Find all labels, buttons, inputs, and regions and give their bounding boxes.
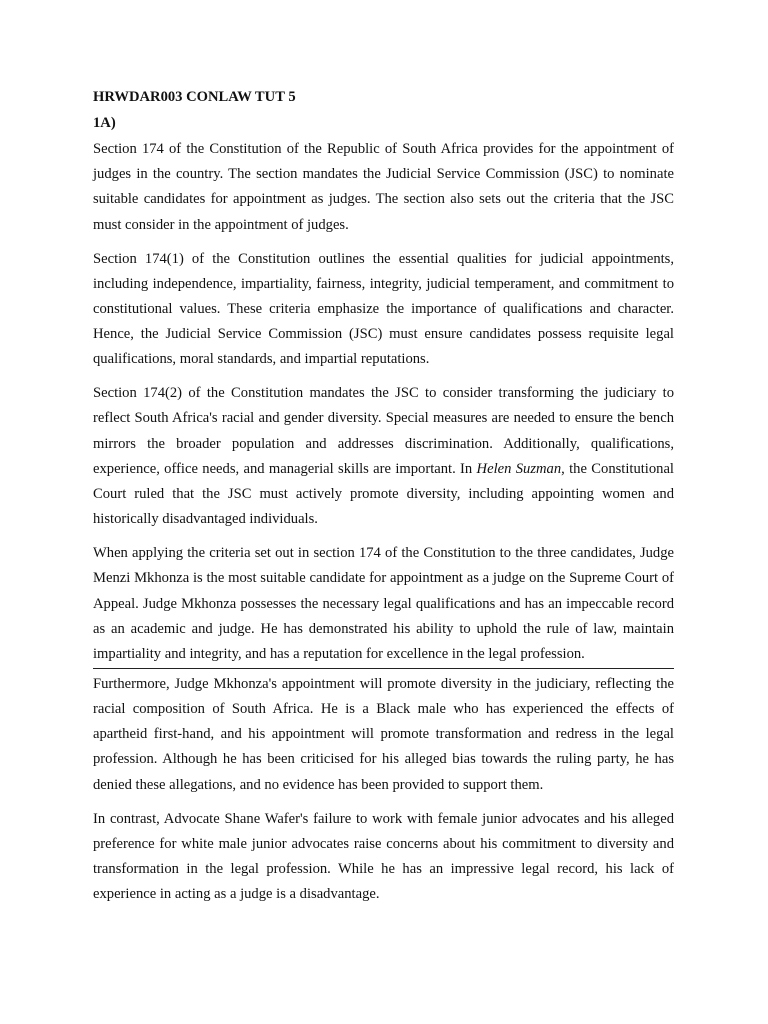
horizontal-divider [93,668,674,669]
paragraph-text: , the Constitutional Court ruled that the JSC must actively promote diversity, including appointing women and historically disadvantaged individuals. [93,460,674,528]
paragraph-section-174-2 [93,381,674,532]
paragraph-advocate-wafer: In contrast, Advocate Shane Wafer's failure to work with female junior advocates and his alleged preference for white male junior advocates raise concerns about his commitment to diversity and transformation in the legal profession. While he has an impressive legal record, his lack of experience in acting as a judge is a disadvantage. [93,810,674,903]
paragraph-text: Section 174(2) of the Constitution mandates the JSC to consider transforming the judiciary to reflect South Africa's racial and gender diversity. Special measures are needed to ensure the bench mirrors the broader population and addresses discrimination. Additionally, qualifications, experience, office needs, and managerial skills are important. In [93,385,674,477]
paragraph-mkhonza-diversity: Furthermore, Judge Mkhonza's appointment will promote diversity in the judiciary, reflecting the racial composition of South Africa. He is a Black male who has experienced the effects of apartheid first-hand, and his appointment will promote transformation and redress in the legal profession. Although he has been criticised for his alleged bias towards the ruling party, he has denied these allegations, and no evidence has been provided to support them. [93,675,674,793]
paragraph-section-174-intro: Section 174 of the Constitution of the Republic of South Africa provides for the appointment of judges in the country. The section mandates the Judicial Service Commission (JSC) to nominate suitable candidates for appointment as judges. The section also sets out the criteria that the JSC must consider in the appointment of judges. [93,141,674,233]
paragraph-section-174-1: Section 174(1) of the Constitution outlines the essential qualities for judicial appointments, including independence, impartiality, fairness, integrity, judicial temperament, and commitment to constitutional values. These criteria emphasize the importance of qualifications and character. Hence, the Judicial Service Commission (JSC) must ensure candidates possess requisite legal qualifications, moral standards, and impartial reputations. [93,250,674,368]
paragraph-candidate-mkhonza: When applying the criteria set out in section 174 of the Constitution to the three candidates, Judge Menzi Mkhonza is the most suitable candidate for appointment as a judge on the Supreme Court of Appeal. Judge Mkhonza possesses the necessary legal qualifications and has an impeccable record as an academic and judge. He has demonstrated his ability to uphold the rule of law, maintain impartiality and integrity, and has a reputation for excellence in the legal profession. [93,545,674,662]
document-title: HRWDAR003 CONLAW TUT 5 [93,89,296,105]
section-label: 1A) [93,115,116,131]
case-name-helen-suzman: Helen Suzman [476,460,562,477]
